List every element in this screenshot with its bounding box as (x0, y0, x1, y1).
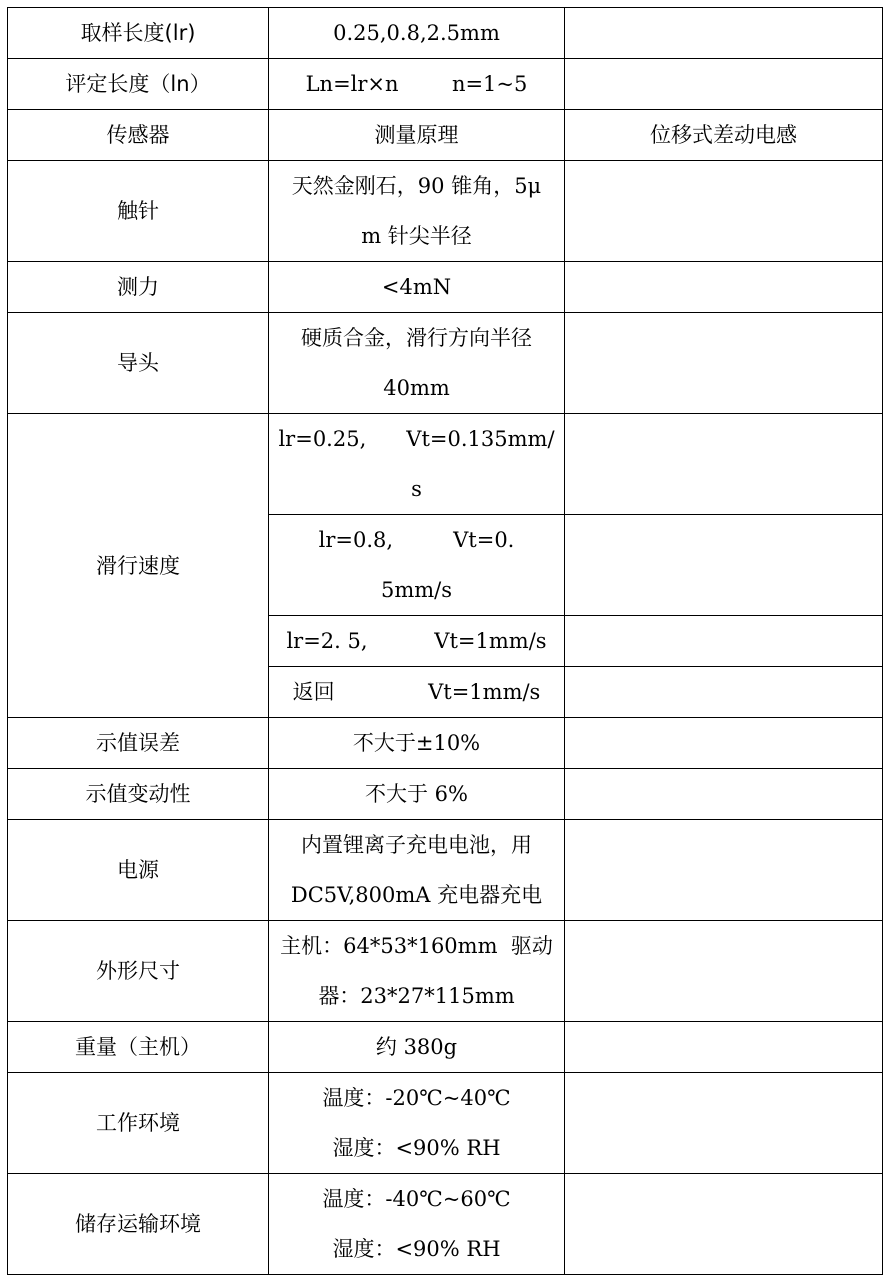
table-row (8, 161, 883, 262)
table-row (8, 59, 883, 110)
row-label: 工作环境 (8, 1073, 269, 1174)
row-value: 不大于±10% (269, 718, 565, 769)
value-line: DC5V,800mA 充电器充电 (290, 883, 543, 907)
row-extra (565, 8, 883, 59)
value-line: 湿度：<90% RH (332, 1237, 501, 1261)
row-value (269, 820, 565, 921)
row-label: 示值误差 (8, 718, 269, 769)
value-line: 5mm/s (380, 578, 453, 602)
speed-cell (269, 414, 565, 515)
value-line: 40mm (383, 376, 450, 400)
row-extra (565, 921, 883, 1022)
row-label: 评定长度（ln） (8, 59, 269, 110)
row-extra (565, 718, 883, 769)
value-line: s (411, 477, 422, 501)
row-label: 传感器 (8, 110, 269, 161)
value-line: 内置锂离子充电电池，用 (301, 833, 532, 857)
value-line: 湿度：<90% RH (332, 1136, 501, 1160)
table-row (8, 313, 883, 414)
row-value (269, 313, 565, 414)
row-label: 示值变动性 (8, 769, 269, 820)
row-value: 约 380g (269, 1022, 565, 1073)
row-value: <4mN (269, 262, 565, 313)
table-row (8, 110, 883, 161)
row-extra (565, 313, 883, 414)
row-extra (565, 820, 883, 921)
row-value (269, 1174, 565, 1275)
row-extra (565, 1073, 883, 1174)
table-row (8, 414, 883, 515)
table-row (8, 1073, 883, 1174)
value-line: 天然金刚石，90 锥角，5μ (291, 174, 542, 198)
row-label: 触针 (8, 161, 269, 262)
row-extra (565, 161, 883, 262)
row-extra (565, 1022, 883, 1073)
table-row (8, 8, 883, 59)
value-line: 器：23*27*115mm (318, 984, 515, 1008)
table-row (8, 820, 883, 921)
row-label: 取样长度(lr) (8, 8, 269, 59)
row-label: 外形尺寸 (8, 921, 269, 1022)
row-value (269, 161, 565, 262)
value-line: lr=0.8, Vt=0. (318, 528, 515, 552)
table-row (8, 921, 883, 1022)
row-label: 重量（主机） (8, 1022, 269, 1073)
row-extra (565, 1174, 883, 1275)
row-extra (565, 616, 883, 667)
row-extra (565, 515, 883, 616)
value-line: 温度：-40℃~60℃ (322, 1187, 511, 1211)
row-value: Ln=lr×n n=1~5 (269, 59, 565, 110)
row-extra (565, 414, 883, 515)
row-label: 储存运输环境 (8, 1174, 269, 1275)
row-extra: 位移式差动电感 (565, 110, 883, 161)
row-value: 测量原理 (269, 110, 565, 161)
row-value (269, 1073, 565, 1174)
table-row (8, 718, 883, 769)
row-extra (565, 262, 883, 313)
speed-cell: lr=2. 5, Vt=1mm/s (269, 616, 565, 667)
row-label: 电源 (8, 820, 269, 921)
row-extra (565, 59, 883, 110)
row-value: 0.25,0.8,2.5mm (269, 8, 565, 59)
speed-cell: 返回 Vt=1mm/s (269, 667, 565, 718)
table-row (8, 769, 883, 820)
row-value: 不大于 6% (269, 769, 565, 820)
value-line: m 针尖半径 (361, 224, 472, 248)
table-row (8, 262, 883, 313)
row-label: 导头 (8, 313, 269, 414)
spec-table (7, 7, 883, 1275)
value-line: 硬质合金，滑行方向半径 (301, 326, 532, 350)
row-label: 测力 (8, 262, 269, 313)
value-line: 主机：64*53*160mm 驱动 (280, 934, 553, 958)
value-line: 温度：-20℃~40℃ (322, 1086, 511, 1110)
row-extra (565, 667, 883, 718)
value-line: lr=0.25, Vt=0.135mm/ (278, 427, 555, 451)
table-row (8, 1174, 883, 1275)
row-label: 滑行速度 (8, 414, 269, 718)
row-extra (565, 769, 883, 820)
table-row (8, 1022, 883, 1073)
row-value (269, 921, 565, 1022)
speed-cell (269, 515, 565, 616)
